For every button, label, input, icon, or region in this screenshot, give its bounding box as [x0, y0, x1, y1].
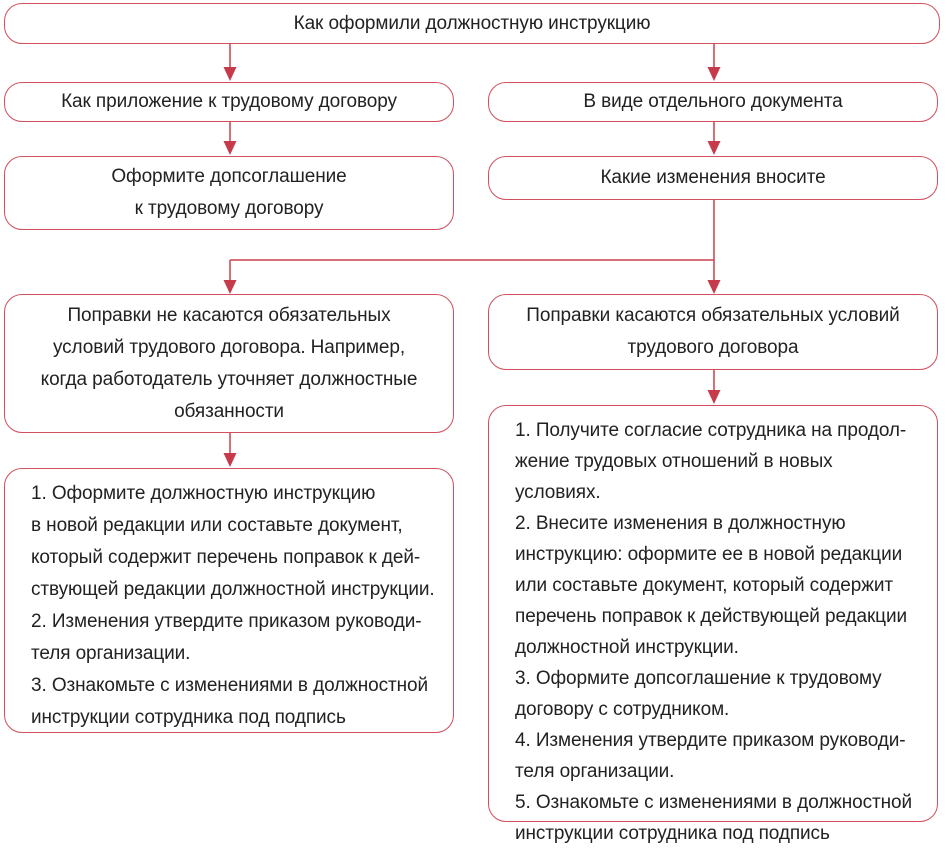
text-line: ствующей редакции должностной инструкции. — [31, 579, 435, 600]
arrowhead-icon — [224, 141, 237, 155]
node-steps-major-amendments — [488, 405, 938, 844]
text-line: теля организации. — [31, 643, 191, 664]
text-line: инструкции сотрудника под подпись — [515, 823, 830, 844]
text-line: 3. Оформите допсоглашение к трудовому — [515, 668, 882, 689]
text-line: когда работодатель уточняет должностные — [40, 368, 418, 390]
arrowhead-icon — [224, 280, 237, 294]
text-line: перечень поправок к действующей редакции — [515, 606, 907, 627]
text-line: 2. Внесите изменения в должностную — [515, 513, 846, 534]
text-line: 4. Изменения утвердите приказом руководи- — [515, 730, 906, 751]
arrowhead-icon — [708, 141, 721, 155]
node-option-separate-document — [488, 82, 938, 122]
text-line: Оформите допсоглашение — [111, 166, 347, 187]
text-line: 1. Оформите должностную инструкцию — [31, 483, 376, 504]
arrowhead-icon — [224, 67, 237, 81]
text-line: Поправки не касаются обязательных — [67, 304, 391, 326]
node-steps-minor-amendments — [4, 468, 454, 733]
node-option-contract-appendix — [4, 82, 454, 122]
text-line: 1. Получите согласие сотрудника на продол- — [515, 420, 907, 441]
text-line: 2. Изменения утвердите приказом руководи- — [31, 611, 422, 632]
node-condition-major-amendments — [488, 294, 938, 370]
text-line: Поправки касаются обязательных условий — [526, 305, 900, 326]
node-label: Какие изменения вносите — [600, 167, 826, 188]
text-line: 5. Ознакомьте с изменениями в должностной — [515, 792, 912, 813]
arrowhead-icon — [708, 67, 721, 81]
text-line: инструкции сотрудника под подпись — [31, 707, 346, 728]
text-line: 3. Ознакомьте с изменениями в должностной — [31, 675, 428, 696]
text-line: условий трудового договора. Например, — [52, 336, 406, 358]
node-label: Как оформили должностную инструкцию — [293, 12, 651, 34]
text-line: должностной инструкции. — [515, 637, 739, 658]
node-label: Как приложение к трудовому договору — [61, 91, 397, 112]
arrowhead-icon — [224, 453, 237, 467]
text-line: или составьте документ, который содержит — [515, 575, 893, 596]
text-line: инструкцию: оформите ее в новой редакции — [515, 544, 903, 565]
text-line: в новой редакции или составьте документ, — [31, 515, 403, 536]
text-line: трудового договора — [627, 337, 799, 358]
node-condition-minor-amendments — [4, 294, 454, 433]
arrowhead-icon — [708, 280, 721, 294]
node-label: В виде отдельного документа — [583, 91, 843, 112]
text-line: обязанности — [174, 400, 284, 422]
arrowhead-icon — [708, 390, 721, 404]
node-question-changes-type — [488, 156, 938, 200]
node-action-supplementary-agreement — [4, 156, 454, 230]
text-line: теля организации. — [515, 761, 675, 782]
text-line: к трудовому договору — [134, 198, 324, 219]
text-line: жение трудовых отношений в новых условиях. — [515, 451, 833, 503]
text-line: который содержит перечень поправок к дей- — [31, 547, 421, 568]
node-root-question — [4, 3, 940, 44]
text-line: договору с сотрудником. — [515, 699, 730, 720]
